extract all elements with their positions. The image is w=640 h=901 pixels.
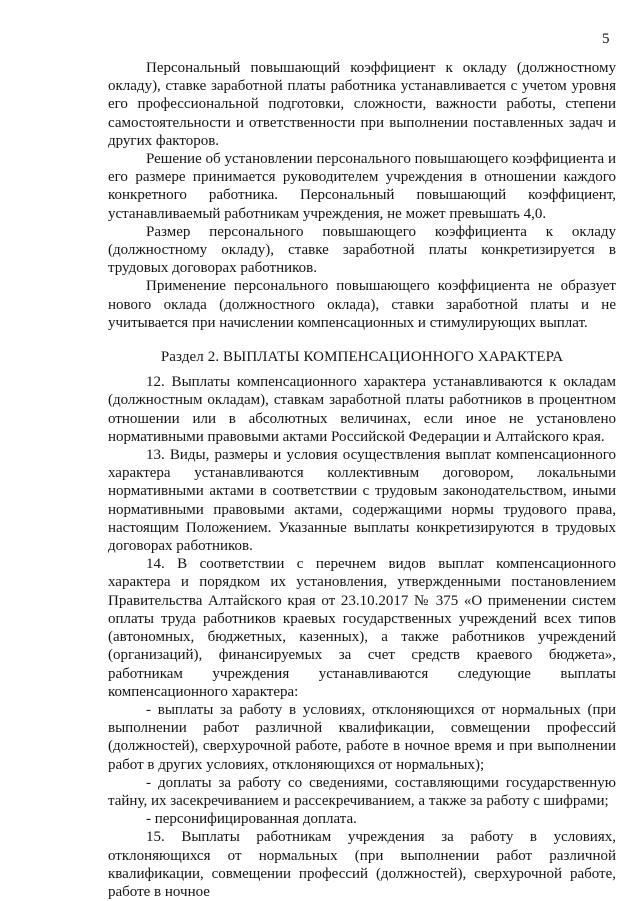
paragraph-personal-coefficient: Персональный повышающий коэффициент к окладу (должностному окладу), ставке заработной платы работника устанавливается с учетом уровня его профессиональной подготовки, сложности, важности работы, степени самостоятельности и ответственности при выполнении поставленных задач и других факторов. <box>108 60 616 149</box>
page-number: 5 <box>602 31 610 47</box>
paragraph-12: 12. Выплаты компенсационного характера устанавливаются к окладам (должностным окладам), ставкам заработной платы работников в процентном отношении или в абсолютных величинах, если иное не установлено нормативными правовыми актами Российской Федерации и Алтайского края. <box>108 374 616 445</box>
section-heading: Раздел 2. ВЫПЛАТЫ КОМПЕНСАЦИОННОГО ХАРАКТЕРА <box>160 349 564 366</box>
list-item-personalized: - персонифицированная доплата. <box>146 811 357 828</box>
paragraph-14: 14. В соответствии с перечнем видов выплат компенсационного характера и порядком их установления, утвержденными постановлением Правительства Алтайского края от 23.10.2017 № 375 «О применении систем оплаты труда работников краевых государственных учреждений всех типов (автономных, бюджетных, казенных), а также работников учреждений (организаций), финансируемых за счет средств краевого бюджета», работникам учреждения устанавливаются следующие выплаты компенсационного характера: <box>108 556 616 700</box>
paragraph-coefficient-decision: Решение об установлении персонального повышающего коэффициента и его размере принимается руководителем учреждения в отношении каждого конкретного работника. Персональный повышающий коэффициент, устанавливаемый работникам учреждения, не может превышать 4,0. <box>108 151 616 222</box>
paragraph-15: 15. Выплаты работникам учреждения за работу в условиях, отклоняющихся от нормальных (при выполнении работ различной квалификации, совмещении профессий (должностей), сверхурочной работе, работе в ночное <box>108 829 616 900</box>
paragraph-coefficient-application: Применение персонального повышающего коэффициента не образует нового оклада (должностного оклада), ставки заработной платы и не учитывается при начислении компенсационных и стимулирующих выплат. <box>108 278 616 331</box>
paragraph-13: 13. Виды, размеры и условия осуществления выплат компенсационного характера устанавливаются коллективным договором, локальными нормативными актами в соответствии с трудовым законодательством, иными нормативными правовыми актами, содержащими нормы трудового права, настоящим Положением. Указанные выплаты конкретизируются в трудовых договорах работников. <box>108 447 616 555</box>
paragraph-coefficient-size: Размер персонального повышающего коэффициента к окладу (должностному окладу), ставке заработной платы конкретизируется в трудовых договорах работников. <box>108 223 616 277</box>
list-item-state-secret: - доплаты за работу со сведениями, составляющими государственную тайну, их засекречиванием и рассекречиванием, а также за работу с шифрами; <box>108 774 616 809</box>
document-body <box>108 59 616 901</box>
list-item-conditions: - выплаты за работу в условиях, отклоняющихся от нормальных (при выполнении работ различной квалификации, совмещении профессий (должностей), сверхурочной работе, работе в ночное время и при выполнении работ в других условиях, отклоняющихся от нормальных); <box>108 701 616 773</box>
